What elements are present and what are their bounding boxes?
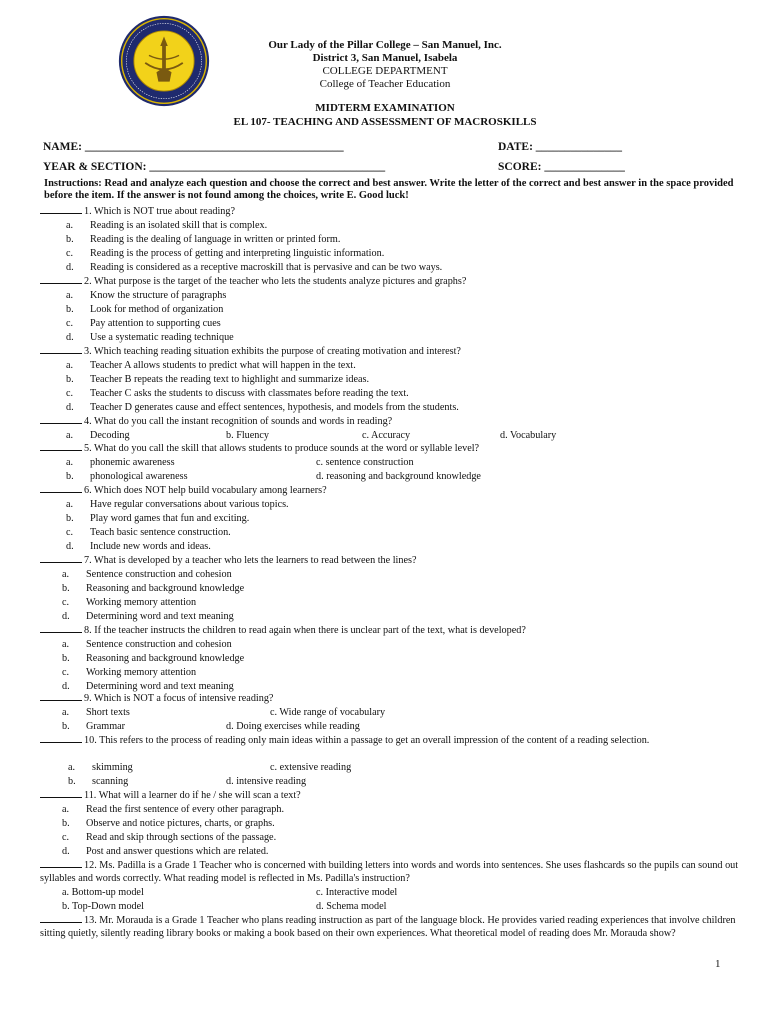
answer-blank[interactable] [40, 275, 82, 284]
answer-blank[interactable] [40, 859, 82, 868]
option-b: b. Fluency [226, 430, 270, 441]
page-number: 1 [715, 958, 721, 970]
option-c [66, 526, 231, 539]
option-a [66, 429, 130, 442]
question-12 [40, 859, 750, 885]
question-8 [40, 624, 750, 637]
item-text: Read the first sentence of every other paragraph. [86, 804, 284, 815]
item-text: Post and answer questions which are related. [86, 846, 269, 857]
option-letter: d. [62, 846, 70, 857]
answer-blank[interactable] [40, 692, 82, 701]
student-fields [43, 141, 743, 181]
option-a: a. Bottom-up model [62, 887, 144, 898]
item-text: phonemic awareness [90, 457, 175, 468]
option-a [62, 638, 232, 651]
answer-blank[interactable] [40, 914, 82, 923]
answer-blank[interactable] [40, 484, 82, 493]
option-a [66, 498, 289, 511]
option-a [66, 359, 356, 372]
question-4 [40, 415, 750, 428]
item-text: Teach basic sentence construction. [90, 527, 231, 538]
answer-blank[interactable] [40, 415, 82, 424]
option-d [66, 401, 459, 414]
item-text: 6. Which does NOT help build vocabulary among learners? [84, 485, 327, 496]
option-letter: a. [62, 639, 70, 650]
option-letter: a. [62, 569, 70, 580]
option-letter: a. [66, 360, 74, 371]
option-a [62, 803, 284, 816]
option-d: d. reasoning and background knowledge [316, 471, 481, 482]
option-b [62, 817, 275, 830]
item-text: Teacher B repeats the reading text to highlight and summarize ideas. [90, 374, 370, 385]
option-letter: c. [66, 388, 74, 399]
exam-title: MIDTERM EXAMINATION [315, 102, 455, 114]
option-b [62, 720, 125, 733]
option-b [62, 582, 244, 595]
instructions: Instructions: Read and analyze each question and choose the correct and best answer. Write the letter of the correct and best answer in the space provided before the item. If the answer is not found among the choices, write E. Good luck! [44, 178, 734, 201]
option-c [66, 317, 221, 330]
item-text: 4. What do you call the instant recognition of sounds and words in reading? [84, 416, 393, 427]
option-a [62, 706, 130, 719]
item-text: Teacher C asks the students to discuss with classmates before reading the text. [90, 388, 409, 399]
question-9 [40, 692, 750, 705]
item-text: Reasoning and background knowledge [86, 653, 245, 664]
item-text: 12. Ms. Padilla is a Grade 1 Teacher who is concerned with building letters into words and words into sentences. She uses flashcards so the pupils can sound out syllables and words correctly. What reading model is reflected in Ms. Padilla's instruction? [40, 860, 739, 884]
item-text: Determining word and text meaning [86, 681, 234, 692]
option-letter: b. [66, 374, 74, 385]
option-a [66, 219, 267, 232]
item-text: Reading is considered as a receptive macroskill that is pervasive and can be two ways. [90, 262, 443, 273]
option-b [66, 512, 249, 525]
name-field[interactable]: NAME: _____________________________________________ [43, 141, 344, 153]
question-10 [40, 734, 750, 747]
item-text: 13. Mr. Morauda is a Grade 1 Teacher who plans reading instruction as part of the language block. He provides varied reading experiences that involve children sitting quietly, silently reading library books or making a book based on their own experiences. What theoretical model of reading does Mr. Morauda show? [40, 915, 736, 939]
item-text: 10. This refers to the process of reading only main ideas within a passage to get an overall impression of the content of a reading selection. [84, 735, 650, 746]
answer-blank[interactable] [40, 345, 82, 354]
item-text: 3. Which teaching reading situation exhibits the purpose of creating motivation and interest? [84, 346, 461, 357]
option-letter: a. [66, 499, 74, 510]
item-text: Know the structure of paragraphs [90, 290, 227, 301]
item-text: 5. What do you call the skill that allows students to produce sounds at the word or syllable level? [84, 443, 480, 454]
option-b: b. Top-Down model [62, 901, 145, 912]
option-letter: a. [66, 290, 74, 301]
option-d [66, 540, 211, 553]
option-letter: d. [66, 332, 74, 343]
option-d [66, 261, 442, 274]
option-d [62, 845, 268, 858]
answer-blank[interactable] [40, 442, 82, 451]
answer-blank[interactable] [40, 554, 82, 563]
option-a [66, 289, 226, 302]
option-letter: c. [66, 248, 74, 259]
question-6 [40, 484, 750, 497]
school-address: District 3, San Manuel, Isabela [312, 52, 458, 64]
option-d: d. intensive reading [226, 776, 307, 787]
question-11 [40, 789, 750, 802]
option-letter: d. [66, 262, 74, 273]
option-d: d. Doing exercises while reading [226, 721, 360, 732]
item-text: Decoding [90, 430, 130, 441]
item-text: Grammar [86, 721, 126, 732]
item-text: Reasoning and background knowledge [86, 583, 245, 594]
item-text: Determining word and text meaning [86, 611, 234, 622]
option-b [66, 373, 369, 386]
school-header [150, 39, 620, 91]
item-text: Working memory attention [86, 667, 197, 678]
option-letter: a. [66, 430, 74, 441]
item-text: Observe and notice pictures, charts, or graphs. [86, 818, 275, 829]
option-b [66, 303, 223, 316]
item-text: Pay attention to supporting cues [90, 318, 221, 329]
item-text: 11. What will a learner do if he / she will scan a text? [84, 790, 301, 801]
item-text: 1. Which is NOT true about reading? [84, 206, 235, 217]
option-a [66, 456, 175, 469]
option-c [62, 596, 196, 609]
option-letter: b. [62, 818, 70, 829]
option-c [62, 831, 276, 844]
answer-blank[interactable] [40, 789, 82, 798]
option-c: c. Interactive model [316, 887, 398, 898]
item-text: 9. Which is NOT a focus of intensive reading? [84, 693, 274, 704]
option-c: c. sentence construction [316, 457, 414, 468]
option-letter: d. [66, 402, 74, 413]
option-letter: a. [68, 762, 76, 773]
option-a [68, 761, 133, 774]
option-d: d. Schema model [316, 901, 387, 912]
option-letter: b. [66, 234, 74, 245]
option-letter: a. [62, 804, 70, 815]
item-text: Read and skip through sections of the passage. [86, 832, 277, 843]
question-13 [40, 914, 750, 940]
option-letter: b. [62, 721, 70, 732]
question-7 [40, 554, 750, 567]
option-letter: d. [66, 541, 74, 552]
item-text: Sentence construction and cohesion [86, 569, 232, 580]
option-d [62, 610, 234, 623]
item-text: Teacher A allows students to predict what will happen in the text. [90, 360, 356, 371]
option-letter: c. [66, 318, 74, 329]
option-letter: c. [62, 667, 70, 678]
score-field[interactable]: SCORE: ______________ [498, 161, 625, 173]
item-text: Reading is the dealing of language in written or printed form. [90, 234, 341, 245]
item-text: Working memory attention [86, 597, 197, 608]
date-field[interactable]: DATE: _______________ [498, 141, 623, 153]
option-letter: b. [68, 776, 76, 787]
option-c [66, 387, 409, 400]
option-letter: b. [62, 583, 70, 594]
item-text: Play word games that fun and exciting. [90, 513, 250, 524]
option-d [66, 331, 234, 344]
option-letter: c. [62, 832, 70, 843]
school-name: Our Lady of the Pillar College – San Manuel, Inc. [268, 39, 502, 51]
year-section-field[interactable]: YEAR & SECTION: _________________________________________ [43, 161, 386, 173]
course-title: EL 107- TEACHING AND ASSESSMENT OF MACROSKILLS [233, 116, 537, 128]
item-text: Reading is an isolated skill that is complex. [90, 220, 268, 231]
option-b [62, 652, 244, 665]
item-text: scanning [92, 776, 129, 787]
option-letter: d. [62, 611, 70, 622]
option-letter: b. [66, 471, 74, 482]
option-letter: c. [66, 527, 74, 538]
option-letter: d. [62, 681, 70, 692]
college-name: College of Teacher Education [319, 78, 451, 90]
item-text: Use a systematic reading technique [90, 332, 234, 343]
option-c [66, 247, 384, 260]
item-text: Reading is the process of getting and interpreting linguistic information. [90, 248, 385, 259]
item-text: Have regular conversations about various topics. [90, 499, 289, 510]
option-d: d. Vocabulary [500, 430, 557, 441]
answer-blank[interactable] [40, 624, 82, 633]
item-text: Look for method of organization [90, 304, 224, 315]
option-letter: a. [66, 457, 74, 468]
option-letter: b. [62, 653, 70, 664]
item-text: 7. What is developed by a teacher who lets the learners to read between the lines? [84, 555, 417, 566]
item-text: Short texts [86, 707, 130, 718]
option-letter: a. [62, 707, 70, 718]
option-b [66, 470, 188, 483]
item-text: Include new words and ideas. [90, 541, 211, 552]
option-c: c. extensive reading [270, 762, 352, 773]
question-5 [40, 442, 750, 455]
option-c [62, 666, 196, 679]
option-letter: c. [62, 597, 70, 608]
option-letter: a. [66, 220, 74, 231]
question-1 [40, 205, 750, 218]
question-2 [40, 275, 750, 288]
option-c: c. Accuracy [362, 430, 411, 441]
option-letter: b. [66, 513, 74, 524]
option-c: c. Wide range of vocabulary [270, 707, 386, 718]
item-text: skimming [92, 762, 133, 773]
answer-blank[interactable] [40, 205, 82, 214]
question-3 [40, 345, 750, 358]
item-text: Sentence construction and cohesion [86, 639, 232, 650]
item-text: 2. What purpose is the target of the teacher who lets the students analyze pictures and graphs? [84, 276, 467, 287]
item-text: 8. If the teacher instructs the children to read again when there is unclear part of the text, what is developed? [84, 625, 526, 636]
option-b [66, 233, 340, 246]
item-text: Teacher D generates cause and effect sentences, hypothesis, and models from the students. [90, 402, 459, 413]
exam-title-block [150, 101, 620, 129]
item-text: phonological awareness [90, 471, 188, 482]
option-a [62, 568, 232, 581]
option-letter: b. [66, 304, 74, 315]
answer-blank[interactable] [40, 734, 82, 743]
department-name: COLLEGE DEPARTMENT [322, 65, 448, 77]
option-b [68, 775, 128, 788]
